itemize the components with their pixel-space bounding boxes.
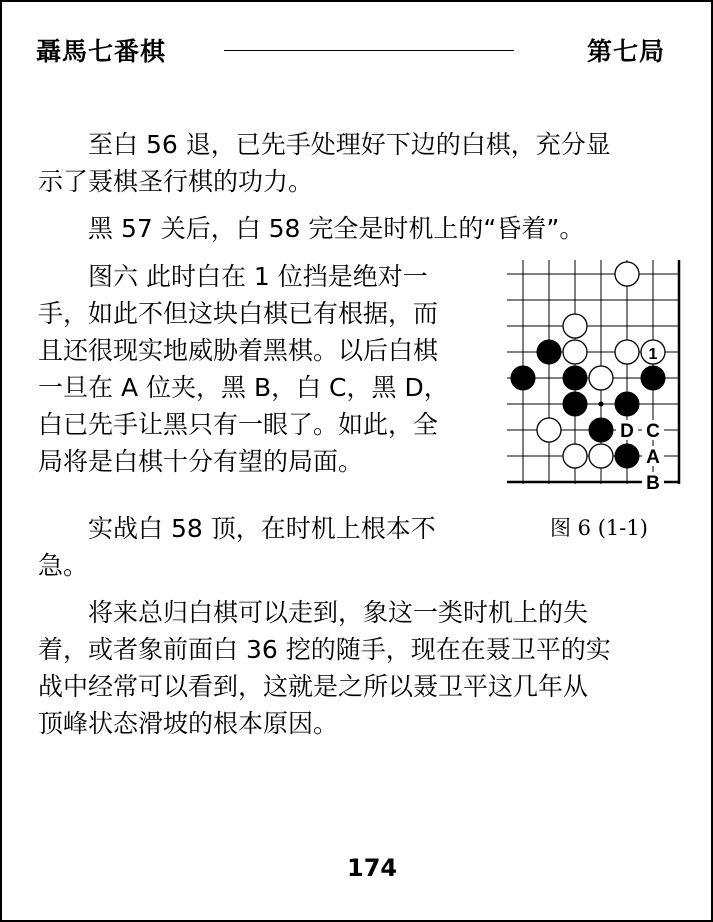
- point-label-d: D: [620, 421, 634, 442]
- black-stone: [615, 392, 639, 416]
- paragraph-line: 且还很现实地威胁着黑棋。以后白棋: [38, 336, 439, 365]
- go-board-diagram: [507, 252, 682, 502]
- paragraph-3: [38, 258, 449, 480]
- paragraph-line: 急。: [38, 551, 89, 580]
- paragraph-5: [38, 594, 611, 742]
- white-stone: [563, 444, 587, 468]
- black-stone: [615, 444, 639, 468]
- white-stone: [563, 340, 587, 364]
- black-stone: [563, 392, 587, 416]
- black-stone: [537, 340, 561, 364]
- point-label-a: A: [646, 447, 660, 468]
- white-stone: [563, 314, 587, 338]
- header-rule: [224, 50, 514, 51]
- paragraph-line: 至白 56 退，已先手处理好下边的白棋，充分显: [38, 130, 611, 159]
- header-book-title: 聶馬七番棋: [36, 37, 167, 66]
- black-stone: [563, 366, 587, 390]
- black-stone: [589, 418, 613, 442]
- paragraph-2: [38, 210, 584, 247]
- white-stone: [537, 418, 561, 442]
- black-stone: [511, 366, 535, 390]
- star-point: [599, 402, 604, 407]
- paragraph-line: 图六 此时白在 1 位挡是绝对一: [38, 262, 428, 291]
- white-stone: [589, 366, 613, 390]
- header-chapter-title: 第七局: [587, 37, 666, 66]
- paragraph-line: 局将是白棋十分有望的局面。: [38, 447, 364, 476]
- paragraph-line: 顶峰状态滑坡的根本原因。: [38, 709, 339, 738]
- paragraph-line: 手，如此不但这块白棋已有根据，而: [38, 299, 439, 328]
- paragraph-line: 着，或者象前面白 36 挖的随手，现在在聂卫平的实: [38, 635, 611, 664]
- white-stone: [615, 262, 639, 286]
- page-number: 174: [347, 854, 398, 882]
- paragraph-line: 一旦在 A 位夹，黑 B，白 C，黑 D，: [38, 373, 449, 402]
- white-stone: [589, 444, 613, 468]
- diagram-caption: 图 6 (1-1): [550, 516, 648, 540]
- paragraph-line: 白已先手让黑只有一眼了。如此，全: [38, 410, 439, 439]
- paragraph-line: 示了聂棋圣行棋的功力。: [38, 167, 314, 196]
- point-label-c: C: [646, 421, 660, 442]
- paragraph-line: 实战白 58 顶，在时机上根本不: [38, 514, 436, 543]
- paragraph-4: [38, 510, 436, 584]
- paragraph-line: 将来总归白棋可以走到，象这一类时机上的失: [38, 598, 589, 627]
- paragraph-line: 黑 57 关后，白 58 完全是时机上的“昏着”。: [38, 214, 585, 243]
- paragraph-1: [38, 126, 611, 200]
- point-label-b: B: [646, 473, 660, 494]
- move-label-1: 1: [648, 346, 658, 363]
- paragraph-line: 战中经常可以看到，这就是之所以聂卫平这几年从: [38, 672, 589, 701]
- white-stone: [615, 340, 639, 364]
- black-stone: [641, 366, 665, 390]
